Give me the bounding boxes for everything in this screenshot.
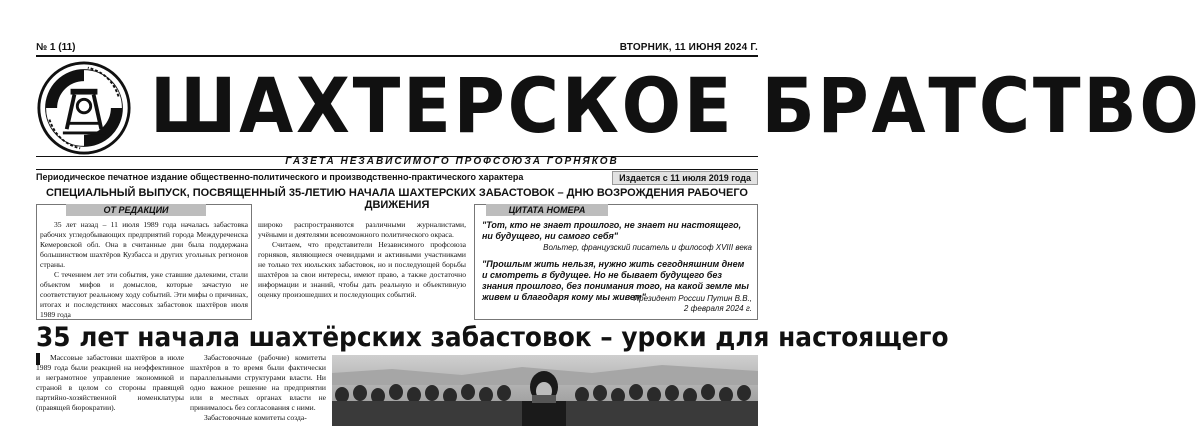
article-column-2 — [190, 353, 326, 423]
article-paragraph: Забастовочные комитеты созда- — [204, 413, 307, 422]
special-issue-banner: СПЕЦИАЛЬНЫЙ ВЫПУСК, ПОСВЯЩЕННЫЙ 35-ЛЕТИЮ НАЧАЛА ШАХТЕРСКИХ ЗАБАСТОВОК – ДНЮ ВОЗРОЖДЕНИЯ РАБОЧЕГО ДВИЖЕНИЯ — [45, 187, 748, 211]
quote-2-author-date: 2 февраля 2024 г. — [683, 304, 752, 313]
issue-date: ВТОРНИК, 11 ИЮНЯ 2024 Г. — [619, 42, 758, 53]
quote-2-author-name: Президент России Путин В.В., — [633, 294, 752, 303]
editorial-paragraph: 35 лет назад – 11 июля 1989 года началась забастовка рабочих угледобывающих предприятий города Междуреченска Кемеровской обл. Она в считанные дни была поддержана большинством шахтёров Кузбасса и других угольных регионов страны. — [40, 220, 248, 269]
article-column-1 — [36, 353, 184, 413]
editorial-paragraph: широко распространяются различными журналистами, учёными и деятелями всевозможного политического окраса. — [258, 220, 466, 239]
quote-2-author — [482, 294, 752, 314]
quote-box-label: ЦИТАТА НОМЕРА — [486, 204, 608, 216]
miners-union-emblem-icon — [36, 60, 132, 156]
quote-1: "Тот, кто не знает прошлого, не знает ни настоящего, ни будущего, ни самого себя" — [482, 220, 742, 241]
editorial-paragraph: С течением лет эти события, уже ставшие далекими, стали объектом мифов и домыслов, которые зачастую не соответствуют реальному ходу событий. Эти мифы о причинах, итогах и последствиях массовых забастовок шахтёров июля 1989 года — [40, 270, 248, 319]
editorial-column-2 — [258, 220, 466, 300]
top-rule — [36, 55, 758, 57]
quote-2: "Прошлым жить нельзя, нужно жить сегодняшним днем и смотреть в будущее. Но не бывает будущего без знания прошлого, без понимания того, на какой земле мы живем и благодаря кому мы живем" — [482, 259, 749, 302]
editorial-column-1 — [40, 220, 248, 320]
article-paragraph: Массовые забастовки шахтёров в июле 1989 года были реакцией на неэффективное и неграмотное управление экономикой и страной в целом со стороны правящей партийно-хозяйственной номенклатуры (правящей бюрократии). — [36, 353, 184, 412]
masthead-subtitle: ГАЗЕТА НЕЗАВИСИМОГО ПРОФСОЮЗА ГОРНЯКОВ — [285, 156, 619, 167]
article-headline: 35 лет начала шахтёрских забастовок – уроки для настоящего — [36, 322, 949, 353]
article-paragraph: Забастовочные (рабочие) комитеты шахтёров в то время были фактически параллельными структурами власти. Ни одно важное решение на предприятии или в местных органах власти не принималось без согласования с ними. — [190, 353, 326, 412]
quote-1-author: Вольтер, французский писатель и философ XVIII века — [543, 243, 752, 252]
publication-tagline: Периодическое печатное издание общественно-политического и производственно-практического характера — [36, 172, 524, 182]
masthead-title: ШАХТЕРСКОЕ БРАТСТВО — [150, 61, 1202, 150]
issue-number: № 1 (11) — [36, 42, 76, 53]
photo-crowd-illustration — [332, 355, 758, 426]
editorial-paragraph: Считаем, что представители Независимого профсоюза горняков, являющиеся очевидцами и активными участниками не только тех июльских забастовок, но и последующей борьбы шахтёров за свои интересы, имеют право, а также достаточно информации и знаний, чтобы дать реальную и объективную оценку произошедших и последующих событий. — [258, 240, 466, 299]
published-since-badge: Издается с 11 июля 2019 года — [612, 171, 758, 185]
subtitle-rule — [36, 169, 758, 170]
strike-rally-photo — [332, 355, 758, 426]
editorial-label: ОТ РЕДАКЦИИ — [66, 204, 206, 216]
